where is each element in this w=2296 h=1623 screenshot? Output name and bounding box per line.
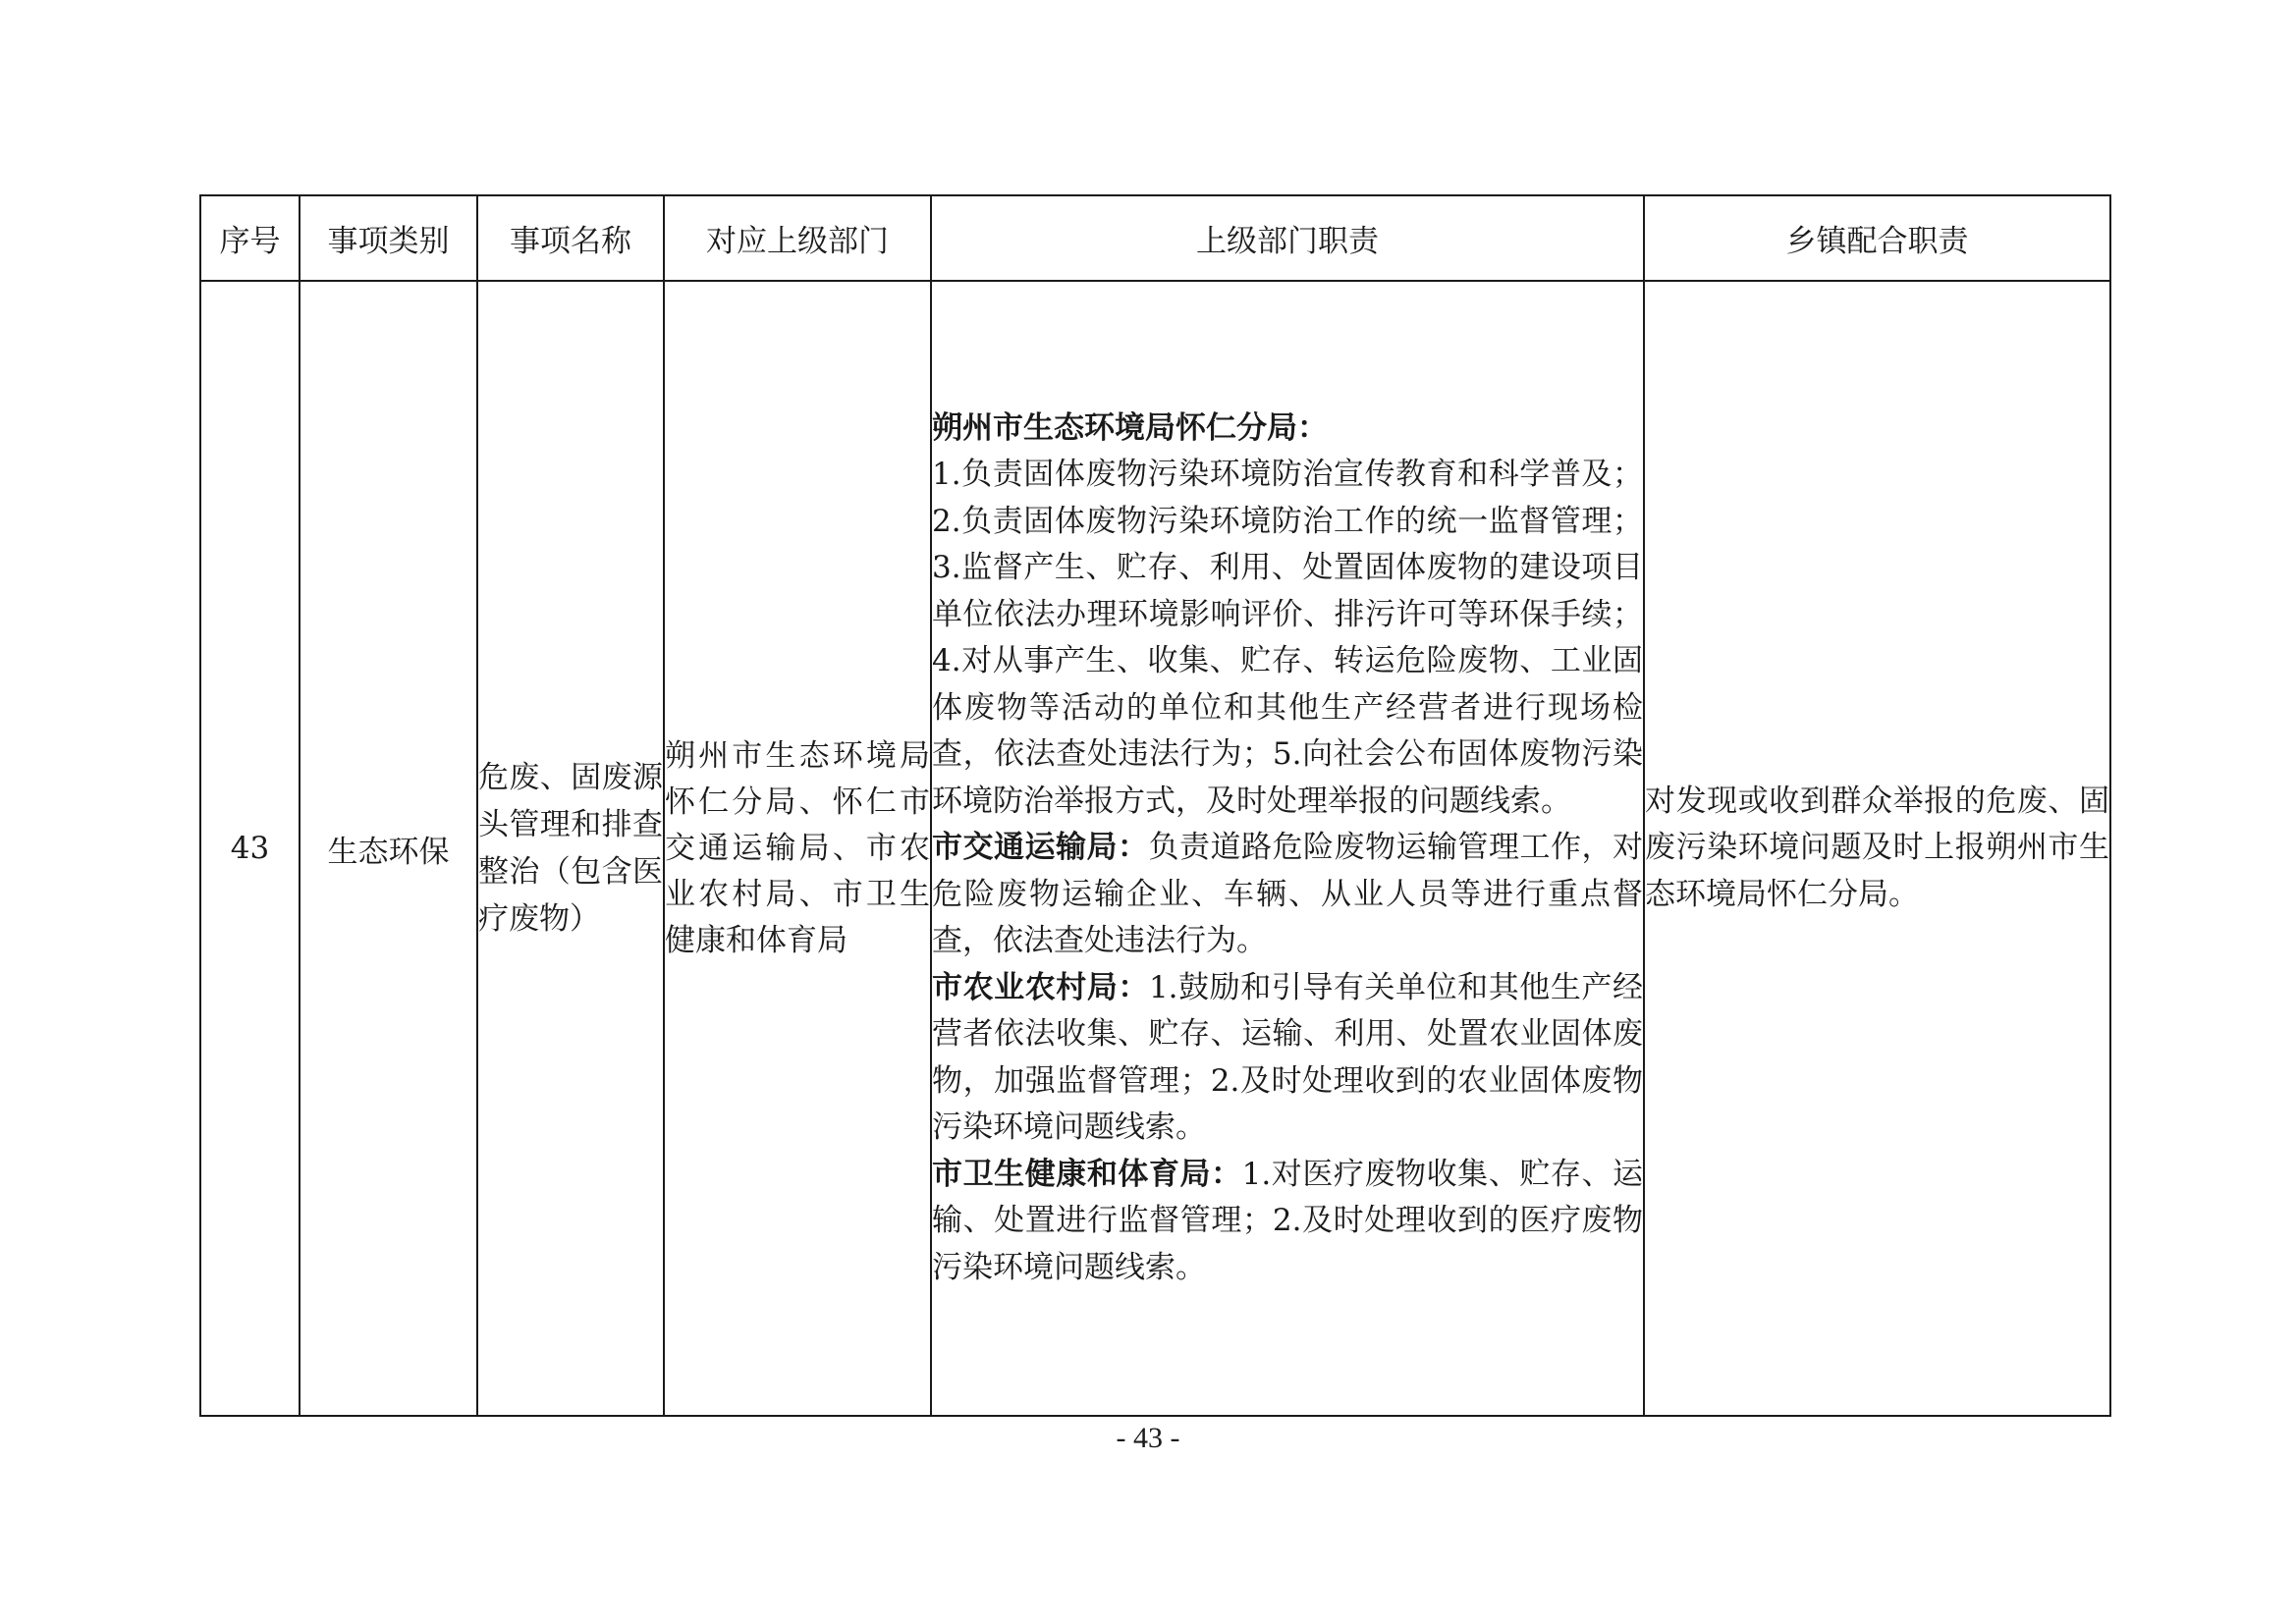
table-row	[200, 281, 2110, 1416]
header-town-duties: 乡镇配合职责	[1644, 195, 2110, 281]
header-superior-duties: 上级部门职责	[931, 195, 1644, 281]
duty-text-ecology: 1.负责固体废物污染环境防治宣传教育和科学普及；2.负责固体废物污染环境防治工作的统一监督管理；3.监督产生、贮存、利用、处置固体废物的建设项目单位依法办理环境影响评价、排污许可等环保手续；4.对从事产生、收集、贮存、转运危险废物、工业固体废物等活动的单位和其他生产经营者进行现场检查，依法查处违法行为；5.向社会公布固体废物污染环境防治举报方式，及时处理举报的问题线索。	[932, 457, 1643, 819]
duty-org-transport: 市交通运输局：	[932, 830, 1149, 866]
header-item-name: 事项名称	[477, 195, 664, 281]
duty-paragraph-health	[932, 1152, 1643, 1292]
table-header-row	[200, 195, 2110, 281]
duty-org-health: 市卫生健康和体育局：	[932, 1156, 1242, 1192]
cell-category: 生态环保	[300, 281, 477, 1416]
duty-table	[199, 194, 2111, 1417]
duty-text-agriculture: 1.鼓励和引导有关单位和其他生产经营者依法收集、贮存、运输、利用、处置农业固体废物，加强监督管理；2.及时处理收到的农业固体废物污染环境问题线索。	[932, 969, 1643, 1146]
duty-org-ecology: 朔州市生态环境局怀仁分局：	[932, 409, 1328, 446]
duty-paragraph-transport	[932, 825, 1643, 965]
duty-text-health: 1.对医疗废物收集、贮存、运输、处置进行监督管理；2.及时处理收到的医疗废物污染环境问题线索。	[932, 1156, 1644, 1285]
cell-town-duty: 对发现或收到群众举报的危废、固废污染环境问题及时上报朔州市生态环境局怀仁分局。	[1644, 281, 2110, 1416]
duty-paragraph-ecology	[932, 406, 1643, 826]
header-category: 事项类别	[300, 195, 477, 281]
duty-paragraph-agriculture	[932, 965, 1643, 1152]
page-number: - 43 -	[1116, 1422, 1180, 1454]
header-superior-department: 对应上级部门	[664, 195, 931, 281]
header-seq: 序号	[200, 195, 300, 281]
duty-org-agriculture: 市农业农村局：	[932, 969, 1149, 1005]
cell-item-name: 危废、固废源头管理和排查整治（包含医疗废物）	[477, 281, 664, 1416]
duty-text-transport: 负责道路危险废物运输管理工作，对危险废物运输企业、车辆、从业人员等进行重点督查，依法查处违法行为。	[932, 830, 1643, 959]
cell-departments: 朔州市生态环境局怀仁分局、怀仁市交通运输局、市农业农村局、市卫生健康和体育局	[664, 281, 931, 1416]
cell-duties	[931, 281, 1644, 1416]
cell-seq: 43	[200, 281, 300, 1416]
